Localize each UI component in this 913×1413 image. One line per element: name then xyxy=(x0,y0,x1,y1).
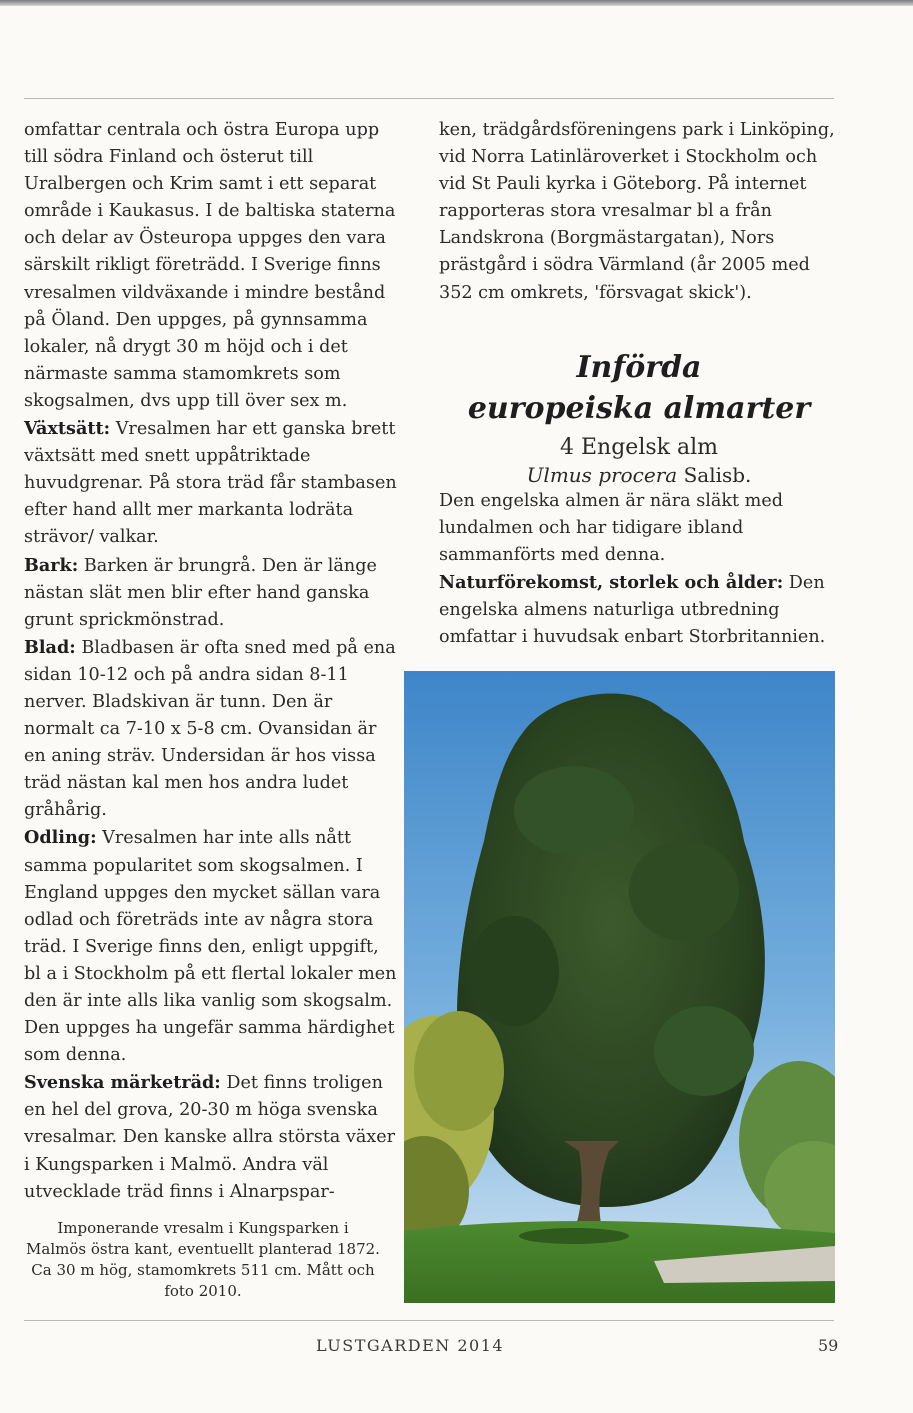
page-number: 59 xyxy=(818,1336,839,1355)
species-latin-name xyxy=(439,462,839,488)
section-text: Vresalmen har ett ganska brett växtsätt med snett uppåtriktade huvudgrenar. På stora träd får stambasen efter hand allt mer markanta lodräta strävor/ valkar. xyxy=(24,419,397,548)
section-heading xyxy=(439,347,839,429)
section-text: Vresalmen har inte alls nått samma popularitet som skogsalmen. I England uppges den mycket sällan vara odlad och företräds inte av några stora träd. I Sverige finns den, enligt uppgift, bl a i Stockholm på ett flertal lokaler men den är inte alls lika vanlig som skogsalm. Den uppges ha ungefär samma härdighet som denna. xyxy=(24,828,397,1066)
right-column xyxy=(439,117,839,651)
latin-binomial: Ulmus procera xyxy=(526,462,678,487)
header-rule xyxy=(24,98,834,99)
section-label: Odling: xyxy=(24,827,97,849)
author-abbrev: Salisb. xyxy=(677,462,752,487)
elm-tree-photo xyxy=(404,671,835,1303)
section-markestrad xyxy=(24,1069,399,1205)
journal-name: LUSTGARDEN 2014 xyxy=(316,1336,505,1355)
occurrence-text: Den engelska almens naturliga utbredning omfattar i huvudsak enbart Storbritannien. xyxy=(439,572,826,648)
section-label: Svenska märketräd: xyxy=(24,1072,221,1094)
page-footer xyxy=(0,1336,913,1360)
section-label: Växtsätt: xyxy=(24,418,111,440)
section-blad xyxy=(24,634,399,825)
section-bark xyxy=(24,552,399,634)
section-label: Blad: xyxy=(24,636,76,658)
intro-paragraph: omfattar centrala och östra Europa upp till södra Finland och österut till Uralbergen och Krim samt i ett separat område i Kaukasus. I de baltiska staterna och delar av Östeuropa uppges den vara särskilt rikligt företrädd. I Sverige finns vresalmen vildväxande i mindre bestånd på Öland. Den uppges, på gynnsamma lokaler, nå drygt 30 m höjd och i det närmaste samma stamomkrets som skogsalmen, dvs upp till över sex m. xyxy=(24,120,396,411)
heading-line-2: europeiska almarter xyxy=(467,390,811,426)
species-intro: Den engelska almen är nära släkt med lundalmen och har tidigare ibland sammanförts med denna. xyxy=(439,490,784,565)
scan-top-edge xyxy=(0,0,913,6)
section-vaxtsatt xyxy=(24,415,399,551)
section-text: Det finns troligen en hel del grova, 20-30 m höga svenska vresalmar. Den kanske allra största växer i Kungsparken i Malmö. Andra väl utvecklade träd finns i Alnarpspar- xyxy=(24,1073,396,1202)
left-column xyxy=(24,117,399,1206)
heading-line-1: Införda xyxy=(576,349,702,385)
photo-caption: Imponerande vresalm i Kungsparken i Malmös östra kant, eventuellt planterad 1872. Ca 30 m hög, stamomkrets 511 cm. Mått och foto 2010. xyxy=(26,1219,380,1300)
footer-rule xyxy=(24,1320,834,1321)
continued-paragraph: ken, trädgårdsföreningens park i Linköping, vid Norra Latinläroverket i Stockholm och vid St Pauli kyrka i Göteborg. På internet rapporteras stora vresalmar bl a från Landskrona (Borgmästargatan), Nors prästgård i södra Värmland (år 2005 med 352 cm omkrets, 'försvagat skick'). xyxy=(439,120,835,303)
section-text: Barken är brungrå. Den är länge nästan slät men blir efter hand ganska grunt sprickmönstrad. xyxy=(24,555,377,630)
occurrence-paragraph xyxy=(439,569,839,651)
occurrence-label: Naturförekomst, storlek och ålder: xyxy=(439,571,784,593)
section-odling xyxy=(24,824,399,1069)
section-text: Bladbasen är ofta sned med på ena sidan 10-12 och på andra sidan 8-11 nerver. Bladskivan är tunn. Den är normalt ca 7-10 x 5-8 cm. Ovansidan är en aning sträv. Undersidan är hos vissa träd nästan kal men hos andra ludet gråhårig. xyxy=(24,637,396,821)
section-label: Bark: xyxy=(24,554,79,576)
species-name: 4 Engelsk alm xyxy=(560,434,718,460)
